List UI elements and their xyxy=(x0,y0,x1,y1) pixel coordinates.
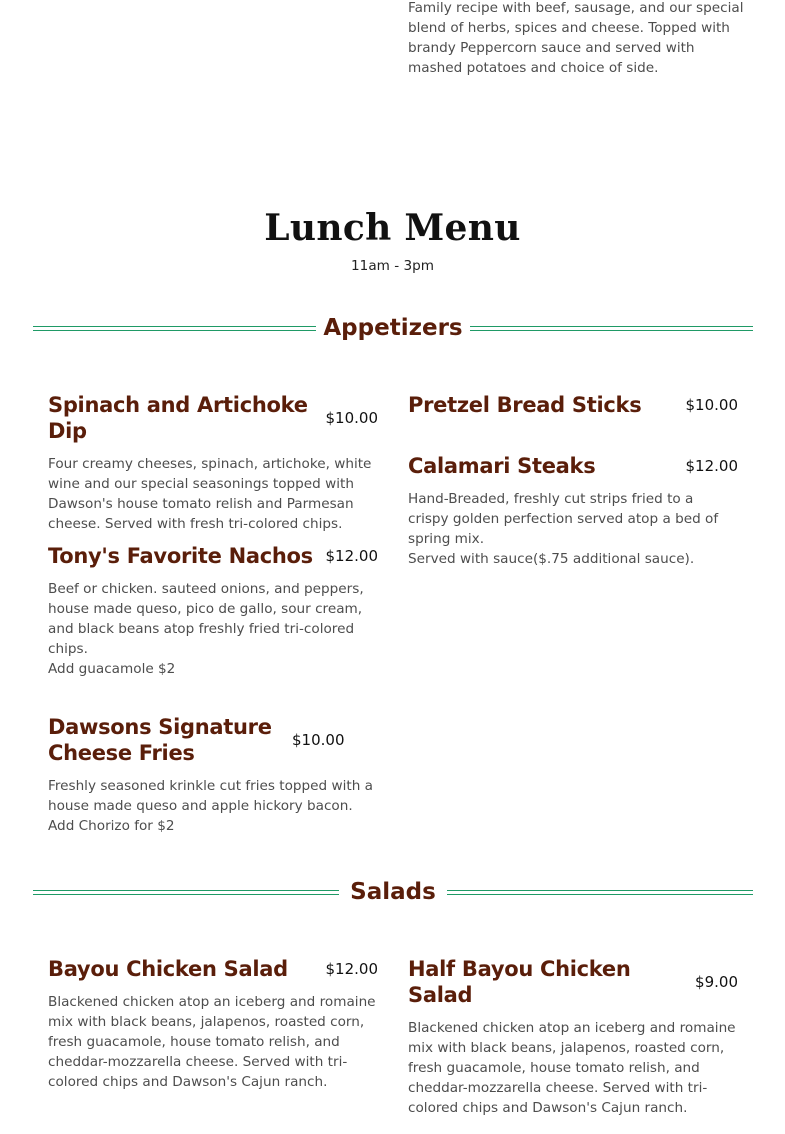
item-price: $9.00 xyxy=(695,973,738,991)
menu-hours: 11am - 3pm xyxy=(351,258,434,274)
menu-item xyxy=(408,392,738,418)
menu-item xyxy=(408,453,738,569)
item-price: $12.00 xyxy=(325,547,378,565)
item-price: $10.00 xyxy=(325,409,378,427)
item-price: $12.00 xyxy=(325,960,378,978)
item-name: Tony's Favorite Nachos xyxy=(48,544,313,568)
item-name: Pretzel Bread Sticks xyxy=(408,393,642,417)
appetizers-header xyxy=(33,314,753,344)
item-name: Half Bayou Chicken Salad xyxy=(408,957,631,1007)
menu-item xyxy=(48,956,378,1092)
item-description: Beef or chicken. sauteed onions, and peppers, house made queso, pico de gallo, sour cream, and black beans atop freshly fried tri-colored chips. xyxy=(48,581,364,657)
item-name: Bayou Chicken Salad xyxy=(48,957,288,981)
item-name: Calamari Steaks xyxy=(408,454,596,478)
item-description: Four creamy cheeses, spinach, artichoke, white wine and our special seasonings topped with Dawson's house tomato relish and Parmesan cheese. Served with fresh tri-colored chips. xyxy=(48,456,372,532)
item-price: $10.00 xyxy=(685,396,738,414)
menu-title: Lunch Menu xyxy=(264,207,521,249)
item-name: Dawsons Signature Cheese Fries xyxy=(48,715,272,765)
previous-item-description: Family recipe with beef, sausage, and our special blend of herbs, spices and cheese. Topped with brandy Peppercorn sauce and served with mashed potatoes and choice of side. xyxy=(408,0,744,76)
item-price: $12.00 xyxy=(685,457,738,475)
item-note: Add Chorizo for $2 xyxy=(48,818,175,834)
salads-header xyxy=(33,878,753,908)
item-description: Blackened chicken atop an iceberg and romaine mix with black beans, jalapenos, roasted corn, fresh guacamole, house tomato relish, and cheddar-mozzarella cheese. Served with tri-colored chips and Dawson's Cajun ranch. xyxy=(48,994,376,1090)
item-description: Blackened chicken atop an iceberg and romaine mix with black beans, jalapenos, roasted corn, fresh guacamole, house tomato relish, and cheddar-mozzarella cheese. Served with tri-colored chips and Dawson's Cajun ranch. xyxy=(408,1020,736,1116)
item-description: Hand-Breaded, freshly cut strips fried to a crispy golden perfection served atop a bed of spring mix. xyxy=(408,491,719,547)
section-title: Salads xyxy=(350,879,436,905)
section-title: Appetizers xyxy=(323,315,463,341)
menu-item xyxy=(48,392,378,534)
item-name: Spinach and Artichoke Dip xyxy=(48,393,308,443)
item-note: Served with sauce($.75 additional sauce). xyxy=(408,551,695,567)
item-price: $10.00 xyxy=(292,731,345,749)
item-note: Add guacamole $2 xyxy=(48,661,176,677)
item-description: Freshly seasoned krinkle cut fries topped with a house made queso and apple hickory bacon. xyxy=(48,778,373,814)
menu-item xyxy=(48,543,378,679)
menu-item xyxy=(48,714,378,836)
menu-item xyxy=(408,956,738,1118)
